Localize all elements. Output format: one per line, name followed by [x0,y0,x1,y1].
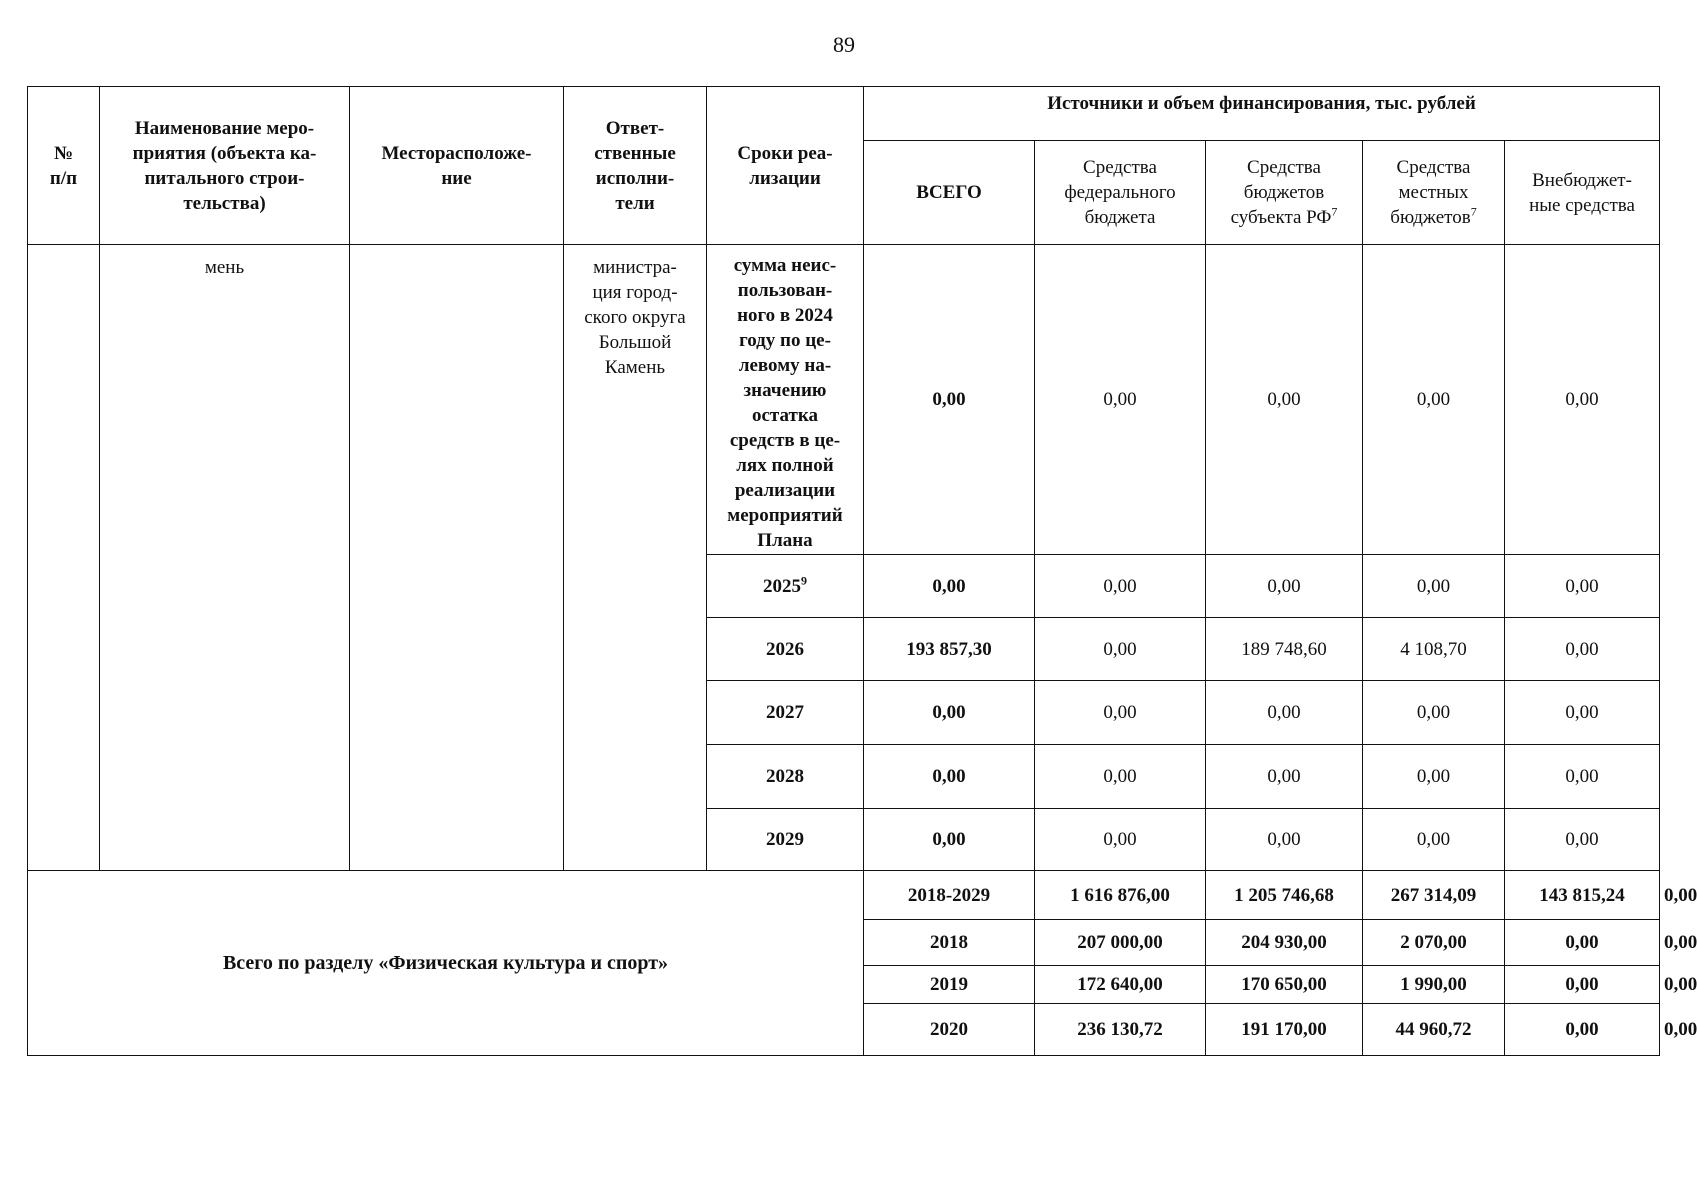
cell-local: 0,00 [1505,966,1660,1004]
cell-federal: 204 930,00 [1206,920,1363,966]
cell-regional: 44 960,72 [1363,1004,1505,1056]
cell-extra: 0,00 [1505,745,1660,809]
header-sources: Источники и объем финансирования, тыс. рублей [864,87,1660,141]
cell-period: 2025$^9$ [707,555,864,618]
cell-federal: 0,00 [1035,618,1206,681]
cell-num [28,245,100,871]
cell-regional: 0,00 [1206,745,1363,809]
cell-federal: 0,00 [1035,555,1206,618]
cell-regional: 0,00 [1206,809,1363,871]
cell-extra: 0,00 [1505,618,1660,681]
cell-regional: 0,00 [1206,555,1363,618]
cell-extra: 0,00 [1505,555,1660,618]
cell-federal: 191 170,00 [1206,1004,1363,1056]
cell-location [350,245,564,871]
cell-total: 236 130,72 [1035,1004,1206,1056]
cell-local: 0,00 [1505,920,1660,966]
cell-period: 2028 [707,745,864,809]
cell-total: 193 857,30 [864,618,1035,681]
cell-local: 4 108,70 [1363,618,1505,681]
cell-local: 0,00 [1363,809,1505,871]
cell-total-period: 2018 [864,920,1035,966]
cell-extra: 0,00 [1505,809,1660,871]
cell-local: 0,00 [1505,1004,1660,1056]
cell-regional: 0,00 [1206,681,1363,745]
cell-federal: 1 205 746,68 [1206,871,1363,920]
header-local: Средства местных бюджетов$^7$ [1363,141,1505,245]
cell-responsible: министра- ция город- ского округа Большой Камень [564,245,707,871]
cell-local: 0,00 [1363,555,1505,618]
section-total-label: Всего по разделу «Физическая культура и спорт» [28,871,864,1056]
footnote-marker: 7 [1331,204,1338,219]
cell-regional: 0,00 [1206,245,1363,555]
cell-period: сумма неис- пользован- ного в 2024 году по це- левому на- значению остатка средств в це- лях полной реализации мероприятий Плана [707,245,864,555]
header-name: Наименование меро- приятия (объекта ка- питального строи- тельства) [100,87,350,245]
cell-total: 0,00 [864,809,1035,871]
footnote-marker: 9 [801,573,807,588]
header-period: Сроки реа- лизации [707,87,864,245]
footnote-marker: 7 [1470,204,1477,219]
cell-federal: 0,00 [1035,681,1206,745]
header-num: № п/п [28,87,100,245]
total-row: Всего по разделу «Физическая культура и спорт» 2018-2029 1 616 876,00 1 205 746,68 267 314,09 143 815,24 0,00 [28,871,1660,920]
cell-total-period: 2018-2029 [864,871,1035,920]
cell-federal: 0,00 [1035,245,1206,555]
cell-total-period: 2019 [864,966,1035,1004]
cell-name: мень [100,245,350,871]
financing-table [27,86,1697,1056]
table-row [28,245,1660,555]
header-total: ВСЕГО [864,141,1035,245]
header-location: Месторасположе- ние [350,87,564,245]
cell-total: 0,00 [864,555,1035,618]
cell-total: 0,00 [864,245,1035,555]
cell-regional: 1 990,00 [1363,966,1505,1004]
header-extra: Внебюджет- ные средства [1505,141,1660,245]
page-number: 89 [833,32,855,57]
header-regional: Средства бюджетов субъекта $РФ^7$ [1206,141,1363,245]
cell-period: 2027 [707,681,864,745]
header-responsible: Ответ- ственные исполни- тели [564,87,707,245]
cell-local: 0,00 [1363,745,1505,809]
cell-total: 0,00 [864,745,1035,809]
cell-local: 0,00 [1363,245,1505,555]
cell-federal: 0,00 [1035,809,1206,871]
cell-total: 207 000,00 [1035,920,1206,966]
cell-extra: 0,00 [1505,681,1660,745]
cell-federal: 170 650,00 [1206,966,1363,1004]
header-federal: Средства федерального бюджета [1035,141,1206,245]
cell-total: 0,00 [864,681,1035,745]
cell-regional: 267 314,09 [1363,871,1505,920]
total-row: 2018 207 000,00 204 930,00 2 070,00 0,00 0,00 [28,920,1660,966]
cell-period: 2026 [707,618,864,681]
cell-total: 172 640,00 [1035,966,1206,1004]
cell-period: 2029 [707,809,864,871]
total-row: 2019 172 640,00 170 650,00 1 990,00 0,00 0,00 [28,966,1660,1004]
cell-local: 143 815,24 [1505,871,1660,920]
cell-regional: 2 070,00 [1363,920,1505,966]
cell-regional: 189 748,60 [1206,618,1363,681]
cell-total-period: 2020 [864,1004,1035,1056]
cell-local: 0,00 [1363,681,1505,745]
cell-total: 1 616 876,00 [1035,871,1206,920]
total-row: 2020 236 130,72 191 170,00 44 960,72 0,00 0,00 [28,1004,1660,1056]
cell-extra: 0,00 [1505,245,1660,555]
cell-federal: 0,00 [1035,745,1206,809]
